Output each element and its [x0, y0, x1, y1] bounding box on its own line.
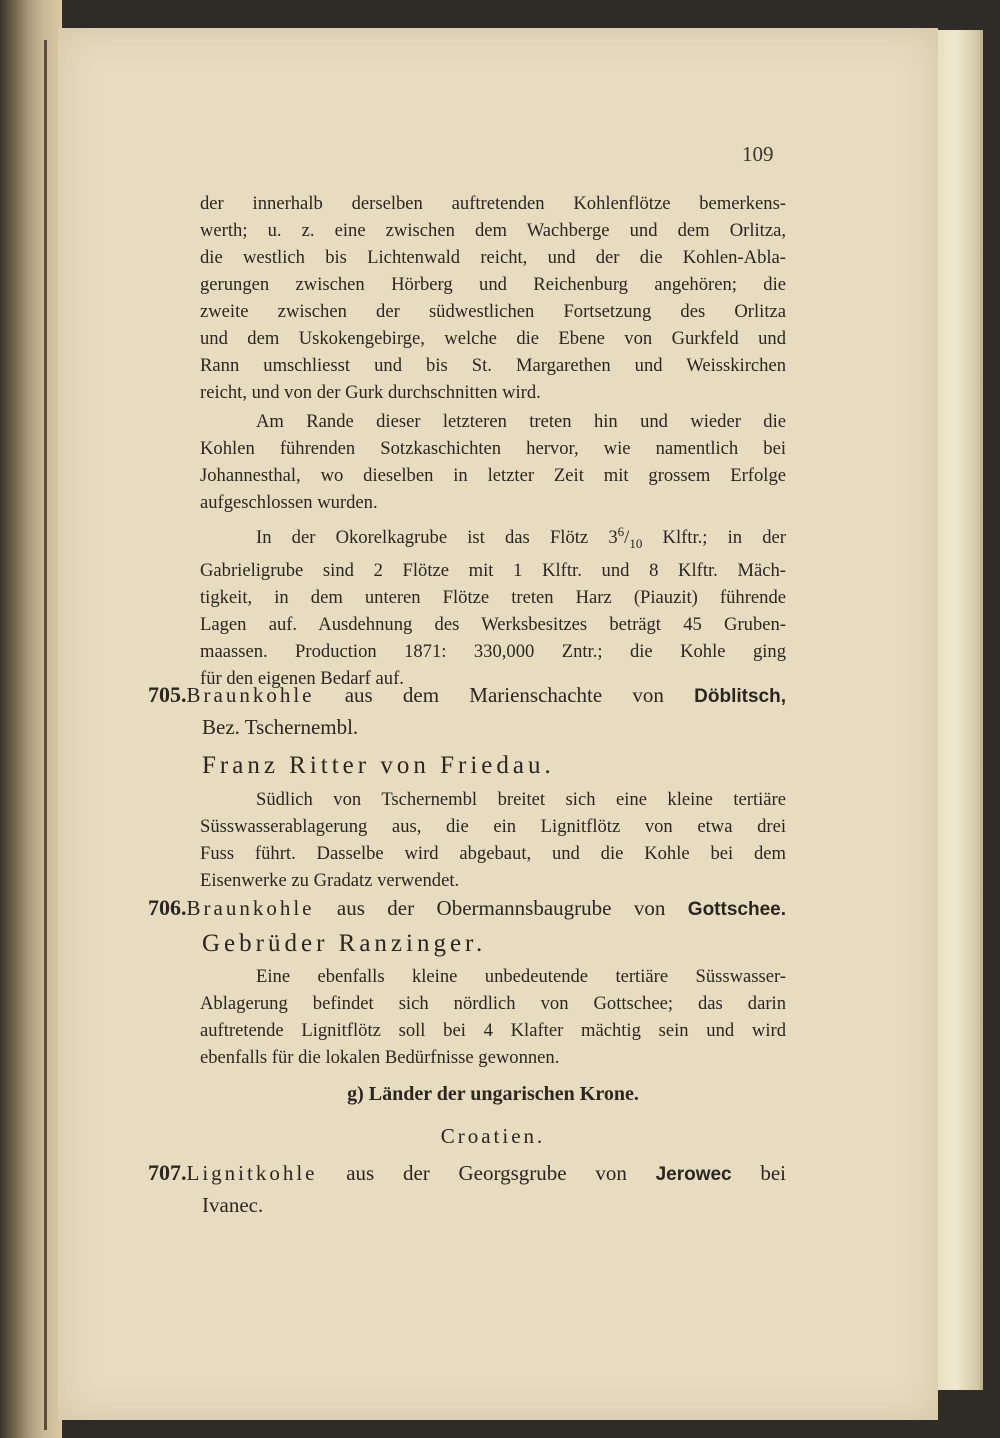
text-line: aufgeschlossen wurden. — [200, 492, 378, 513]
text-line: Ablagerung befindet sich nördlich von Gottschee; das darin — [200, 993, 786, 1014]
text-line: für den eigenen Bedarf auf. — [200, 667, 404, 689]
text-line: der innerhalb derselben auftretenden Kohlenflötze bemerkens- — [200, 193, 786, 214]
text-line: Gabrieligrube sind 2 Flötze mit 1 Klftr. und 8 Klftr. Mäch- — [200, 559, 786, 581]
text-line: Am Rande dieser letzteren treten hin und wieder die — [256, 411, 786, 432]
text-line: Rann umschliesst und bis St. Margarethen und Weisskirchen — [200, 355, 786, 376]
text-line: Kohlen führenden Sotzkaschichten hervor, wie namentlich bei — [200, 438, 786, 459]
text-line: maassen. Production 1871: 330,000 Zntr.; die Kohle ging — [200, 640, 786, 662]
entry-place: Gottschee. — [687, 899, 786, 920]
binding-spine-line — [44, 40, 47, 1430]
entry-706: 706.Braunkohle aus der Obermannsbaugrube von Gottschee. — [148, 895, 786, 920]
entry-705: 705.Braunkohle aus dem Marienschachte von Döblitsch, Bez. Tschernembl. — [148, 680, 786, 742]
text-line: Eisenwerke zu Gradatz verwendet. — [200, 870, 460, 891]
text-line: gerungen zwischen Hörberg und Reichenburg angehören; die — [200, 274, 786, 295]
text-line: Südlich von Tschernembl breitet sich eine kleine tertiäre — [256, 789, 786, 810]
text-line: auftretende Lignitflötz soll bei 4 Klafter mächtig sein und wird — [200, 1020, 786, 1041]
text-line: die westlich bis Lichtenwald reicht, und der die Kohlen-Abla- — [200, 247, 786, 268]
paragraph-2 — [200, 408, 786, 516]
section-heading: g) Länder der ungarischen Krone. — [347, 1083, 639, 1105]
text-line: Eine ebenfalls kleine unbedeutende tertiäre Süsswasser- — [256, 966, 786, 987]
entry-number: 705. — [148, 682, 187, 707]
text-line: Johannesthal, wo dieselben in letzter Zeit mit grossem Erfolge — [200, 465, 786, 486]
entry-kind: Braunkohle — [186, 896, 315, 920]
entry-705-description — [200, 786, 786, 894]
entry-place: Jerowec — [655, 1164, 732, 1185]
entry-place: Döblitsch, — [694, 686, 786, 707]
entry-kind: Lignitkohle — [186, 1161, 318, 1185]
text-line: tigkeit, in dem unteren Flötze treten Harz (Piauzit) führende — [200, 586, 786, 608]
entry-705-owner: Franz Ritter von Friedau. — [202, 752, 555, 779]
text-line: Lagen auf. Ausdehnung des Werksbesitzes beträgt 45 Gruben- — [200, 613, 786, 635]
text-line: werth; u. z. eine zwischen dem Wachberge und dem Orlitza, — [200, 220, 786, 241]
entry-706-description — [200, 963, 786, 1071]
paragraph-3 — [200, 518, 786, 692]
subsection-heading: Croatien. — [440, 1124, 546, 1148]
text-line: ebenfalls für die lokalen Bedürfnisse gewonnen. — [200, 1047, 560, 1068]
entry-number: 706. — [148, 895, 187, 920]
text-line: Fuss führt. Dasselbe wird abgebaut, und die Kohle bei dem — [200, 843, 786, 864]
entry-706-owner: Gebrüder Ranzinger. — [202, 930, 487, 957]
text-line: Süsswasserablagerung aus, die ein Lignitflötz von etwa drei — [200, 816, 786, 837]
entry-kind: Braunkohle — [186, 683, 315, 707]
text-line: zweite zwischen der südwestlichen Fortsetzung des Orlitza — [200, 301, 786, 322]
text-line: In der Okorelkagrube ist das Flötz $3^6/_{10}$ Klftr.; in der — [256, 524, 786, 551]
text-line: und dem Uskokengebirge, welche die Ebene von Gurkfeld und — [200, 328, 786, 349]
entry-line-2: Bez. Tschernembl. — [202, 715, 359, 739]
paragraph-1 — [200, 190, 786, 406]
text-line: reicht, und von der Gurk durchschnitten wird. — [200, 382, 541, 403]
entry-line-2: Ivanec. — [202, 1193, 264, 1217]
book-binding — [0, 0, 62, 1438]
entry-707: 707.Lignitkohle aus der Georgsgrube von Jerowec bei Ivanec. — [148, 1158, 786, 1220]
page-number: 109 — [742, 142, 774, 166]
entry-number: 707. — [148, 1160, 187, 1185]
